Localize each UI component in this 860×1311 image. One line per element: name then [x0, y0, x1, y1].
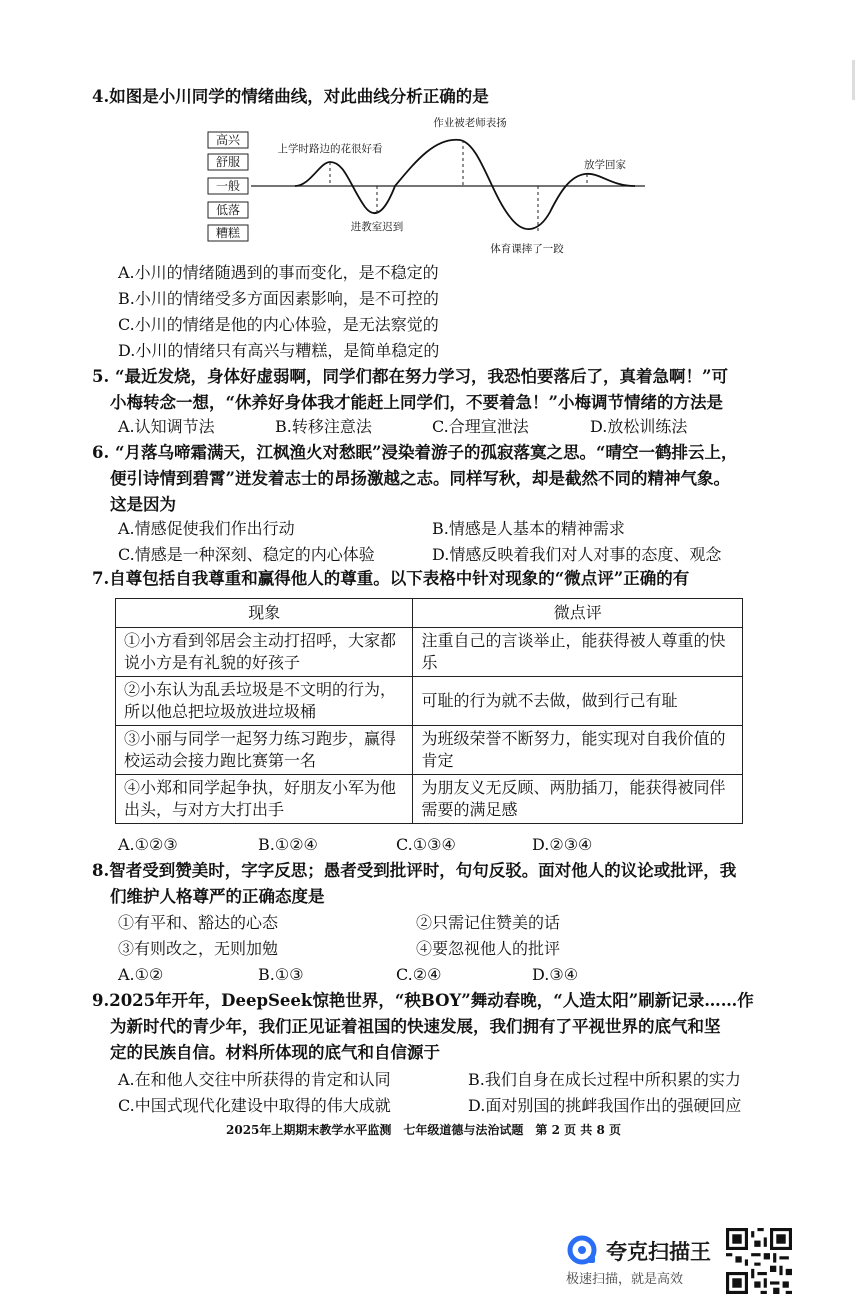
q7-stem: 7.自尊包括自我尊重和赢得他人的尊重。以下表格中针对现象的“微点评”正确的有: [92, 569, 690, 588]
table-row: [116, 775, 743, 824]
q5-stem-line-2: 小梅转念一想，“休养好身体我才能赶上同学们，不要着急！”小梅调节情绪的方法是: [110, 393, 723, 412]
q8-option-a: A.①②: [118, 965, 164, 984]
row-2-comment: 可耻的行为就不去做，做到行己有耻: [413, 677, 743, 726]
level-bad: 糟糕: [215, 226, 241, 240]
table-row: [116, 628, 743, 677]
q8-option-c: C.②④: [396, 965, 442, 984]
q8-option-b: B.①③: [258, 965, 304, 984]
header-comment: 微点评: [413, 599, 743, 628]
q6-option-a: A.情感促使我们作出行动: [118, 519, 295, 538]
q7-option-c: C.①③④: [396, 835, 456, 854]
q4-option-c: C.小川的情绪是他的内心体验，是无法察觉的: [118, 315, 439, 334]
level-low: 低落: [215, 203, 241, 217]
q6-stem-line-1: 6. “月落乌啼霜满天，江枫渔火对愁眠”浸染着游子的孤寂落寞之思。“晴空一鹤排云上，: [92, 443, 738, 462]
q5-option-d: D.放松训练法: [590, 417, 688, 436]
q7-option-b: B.①②④: [258, 835, 318, 854]
scan-edge-mark: [852, 60, 855, 100]
q9-option-a: A.在和他人交往中所获得的肯定和认同: [118, 1070, 391, 1089]
q4-stem: 4.如图是小川同学的情绪曲线，对此曲线分析正确的是: [92, 87, 489, 106]
annotation-fell: 体育课摔了一跤: [490, 243, 564, 255]
q8-stem-line-2: 们维护人格尊严的正确态度是: [110, 887, 325, 906]
q7-option-a: A.①②③: [118, 835, 178, 854]
annotation-late: 进教室迟到: [350, 221, 404, 233]
q6-option-b: B.情感是人基本的精神需求: [432, 519, 625, 538]
row-3-phenomenon: ③小丽与同学一起努力练习跑步，赢得校运动会接力跑比赛第一名: [116, 726, 413, 775]
q8-item-4: ④要忽视他人的批评: [416, 939, 561, 958]
table-row: [116, 726, 743, 775]
q9-stem-line-2: 为新时代的青少年，我们正见证着祖国的快速发展，我们拥有了平视世界的底气和坚: [110, 1017, 721, 1036]
emotion-curve-chart: [205, 112, 655, 262]
q9-option-d: D.面对别国的挑衅我国作出的强硬回应: [468, 1096, 742, 1115]
q6-stem-line-3: 这是因为: [110, 495, 176, 514]
row-1-comment: 注重自己的言谈举止，能获得被人尊重的快乐: [413, 628, 743, 677]
table-header-row: [116, 599, 743, 628]
row-2-phenomenon: ②小东认为乱丢垃圾是不文明的行为，所以他总把垃圾放进垃圾桶: [116, 677, 413, 726]
header-phenomenon: 现象: [116, 599, 413, 628]
q8-option-d: D.③④: [532, 965, 579, 984]
row-3-comment: 为班级荣誉不断努力，能实现对自我价值的肯定: [413, 726, 743, 775]
row-4-phenomenon: ④小郑和同学起争执，好朋友小军为他出头，与对方大打出手: [116, 775, 413, 824]
q4-option-b: B.小川的情绪受多方面因素影响，是不可控的: [118, 289, 439, 308]
q5-option-a: A.认知调节法: [118, 417, 215, 436]
q9-option-b: B.我们自身在成长过程中所积累的实力: [468, 1070, 741, 1089]
scanner-tagline: 极速扫描，就是高效: [566, 1272, 684, 1287]
q7-table: [115, 598, 743, 824]
q6-stem-line-2: 便引诗情到碧霄”迸发着志士的昂扬激越之志。同样写秋，却是截然不同的精神气象。: [110, 469, 730, 488]
level-comfortable: 舒服: [215, 155, 241, 169]
level-happy: 高兴: [215, 133, 241, 147]
page-footer: 2025年上期期末教学水平监测 七年级道德与法治试题 第 2 页 共 8 页: [226, 1123, 621, 1137]
level-normal: 一般: [215, 179, 241, 193]
q8-stem-line-1: 8.智者受到赞美时，字字反思；愚者受到批评时，句句反驳。面对他人的议论或批评，我: [92, 861, 737, 880]
q7-option-d: D.②③④: [532, 835, 593, 854]
q9-stem-line-1: 9.2025年开年，DeepSeek惊艳世界，“秧BOY”舞动春晚，“人造太阳”刷新记录……作: [92, 991, 754, 1010]
qr-code-icon: [726, 1228, 792, 1294]
q4-option-a: A.小川的情绪随遇到的事而变化，是不稳定的: [118, 263, 439, 282]
annotation-flowers: 上学时路边的花很好看: [277, 143, 383, 155]
emotion-level-labels: [208, 132, 248, 241]
annotation-praised: 作业被老师表扬: [433, 117, 507, 129]
row-1-phenomenon: ①小方看到邻居会主动打招呼，大家都说小方是有礼貌的好孩子: [116, 628, 413, 677]
row-4-comment: 为朋友义无反顾、两肋插刀，能获得被同伴需要的满足感: [413, 775, 743, 824]
q6-option-d: D.情感反映着我们对人对事的态度、观念: [432, 545, 722, 564]
scanner-logo-icon: [566, 1234, 598, 1266]
q6-option-c: C.情感是一种深刻、稳定的内心体验: [118, 545, 375, 564]
scanner-brand-name: 夸克扫描王: [606, 1240, 711, 1264]
q8-item-3: ③有则改之，无则加勉: [118, 939, 279, 958]
table-row: [116, 677, 743, 726]
q5-stem-line-1: 5. “最近发烧，身体好虚弱啊，同学们都在努力学习，我恐怕要落后了，真着急啊！”可: [92, 367, 728, 386]
annotation-home: 放学回家: [584, 159, 626, 171]
q5-option-c: C.合理宣泄法: [432, 417, 529, 436]
q4-option-d: D.小川的情绪只有高兴与糟糕，是简单稳定的: [118, 341, 440, 360]
q5-option-b: B.转移注意法: [275, 417, 372, 436]
q8-item-2: ②只需记住赞美的话: [416, 913, 561, 932]
q8-item-1: ①有平和、豁达的心态: [118, 913, 279, 932]
q9-option-c: C.中国式现代化建设中取得的伟大成就: [118, 1096, 391, 1115]
scanner-watermark: [566, 1232, 726, 1292]
q9-stem-line-3: 定的民族自信。材料所体现的底气和自信源于: [110, 1043, 440, 1062]
